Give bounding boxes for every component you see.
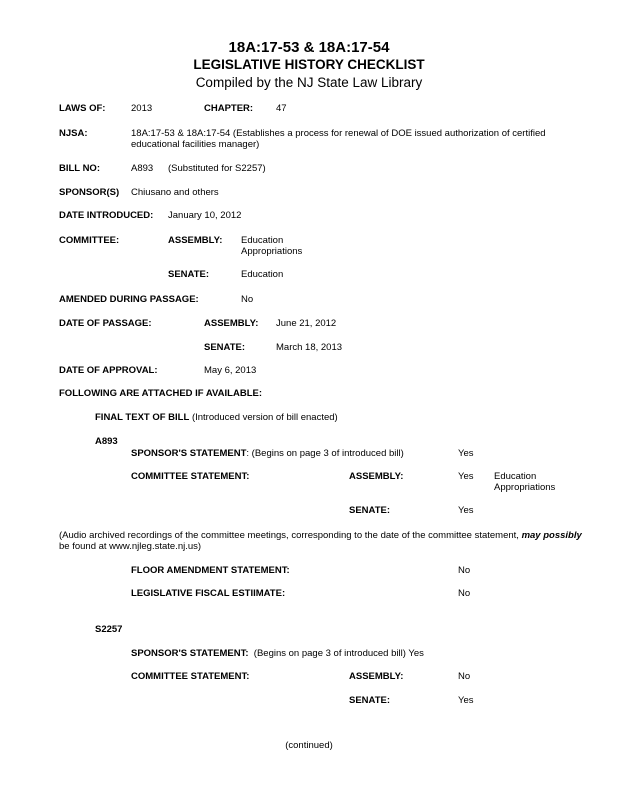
s2257-label: S2257 bbox=[95, 624, 123, 635]
a893-assembly-committee-2: Appropriations bbox=[494, 482, 556, 493]
s2257-sponsor-label: SPONSOR'S STATEMENT: bbox=[131, 648, 249, 659]
a893-senate-value: Yes bbox=[458, 505, 474, 516]
floor-amendment-label: FLOOR AMENDMENT STATEMENT: bbox=[131, 565, 290, 576]
page-subtitle: LEGISLATIVE HISTORY CHECKLIST bbox=[193, 57, 425, 72]
njsa-line2: educational facilities manager) bbox=[131, 139, 260, 150]
date-introduced-label: DATE INTRODUCED: bbox=[59, 210, 154, 221]
s2257-assembly-value: No bbox=[458, 671, 471, 682]
s2257-senate-label: SENATE: bbox=[349, 695, 390, 706]
passage-assembly-label: ASSEMBLY: bbox=[204, 318, 259, 329]
page-title: 18A:17-53 & 18A:17-54 bbox=[228, 39, 390, 56]
audio-note-emphasis: may possibly bbox=[521, 530, 582, 541]
a893-assembly-value: Yes bbox=[458, 471, 474, 482]
s2257-committee-label: COMMITTEE STATEMENT: bbox=[131, 671, 250, 682]
committee-assembly-label: ASSEMBLY: bbox=[168, 235, 223, 246]
date-of-approval-label: DATE OF APPROVAL: bbox=[59, 365, 158, 376]
passage-senate-value: March 18, 2013 bbox=[276, 342, 343, 353]
committee-label: COMMITTEE: bbox=[59, 235, 120, 246]
compiled-by: Compiled by the NJ State Law Library bbox=[195, 75, 423, 90]
bill-no-label: BILL NO: bbox=[59, 163, 100, 174]
amended-value: No bbox=[241, 294, 254, 305]
date-of-approval-value: May 6, 2013 bbox=[204, 365, 257, 376]
a893-sponsor-value: Yes bbox=[458, 448, 474, 459]
bill-no-note: (Substituted for S2257) bbox=[168, 163, 266, 174]
s2257-assembly-label: ASSEMBLY: bbox=[349, 671, 404, 682]
a893-sponsor-note: : (Begins on page 3 of introduced bill) bbox=[246, 448, 404, 459]
s2257-senate-value: Yes bbox=[458, 695, 474, 706]
a893-assembly-label: ASSEMBLY: bbox=[349, 471, 404, 482]
sponsors-label: SPONSOR(S) bbox=[59, 187, 120, 198]
fiscal-estimate-label: LEGISLATIVE FISCAL ESTIIMATE: bbox=[131, 588, 286, 599]
audio-note-line1 bbox=[59, 530, 582, 541]
following-heading: FOLLOWING ARE ATTACHED IF AVAILABLE: bbox=[59, 388, 262, 399]
a893-committee-label: COMMITTEE STATEMENT: bbox=[131, 471, 250, 482]
a893-assembly-committee-1: Education bbox=[494, 471, 537, 482]
audio-note-line2: be found at www.njleg.state.nj.us) bbox=[59, 541, 202, 552]
passage-assembly-value: June 21, 2012 bbox=[276, 318, 337, 329]
sponsors-value: Chiusano and others bbox=[131, 187, 219, 198]
laws-of-value: 2013 bbox=[131, 103, 153, 114]
fiscal-estimate-value: No bbox=[458, 588, 471, 599]
njsa-label: NJSA: bbox=[59, 128, 88, 139]
continued-note: (continued) bbox=[285, 740, 333, 751]
a893-sponsor-line bbox=[131, 448, 404, 459]
committee-assembly-1: Education bbox=[241, 235, 284, 246]
date-of-passage-label: DATE OF PASSAGE: bbox=[59, 318, 152, 329]
committee-senate-1: Education bbox=[241, 269, 284, 280]
committee-assembly-2: Appropriations bbox=[241, 246, 303, 257]
bill-no-value: A893 bbox=[131, 163, 154, 174]
a893-senate-label: SENATE: bbox=[349, 505, 390, 516]
floor-amendment-value: No bbox=[458, 565, 471, 576]
chapter-value: 47 bbox=[276, 103, 287, 114]
njsa-line1: 18A:17-53 & 18A:17-54 (Establishes a process for renewal of DOE issued authorization of certified bbox=[131, 128, 546, 139]
s2257-sponsor-note: (Begins on page 3 of introduced bill) bbox=[253, 648, 406, 659]
committee-senate-label: SENATE: bbox=[168, 269, 209, 280]
final-text-line bbox=[95, 412, 338, 423]
a893-label: A893 bbox=[95, 436, 118, 447]
date-introduced-value: January 10, 2012 bbox=[168, 210, 242, 221]
a893-sponsor-label: SPONSOR'S STATEMENT bbox=[131, 448, 247, 459]
final-text-note: (Introduced version of bill enacted) bbox=[191, 412, 338, 423]
s2257-sponsor-value: Yes bbox=[408, 648, 424, 659]
passage-senate-label: SENATE: bbox=[204, 342, 245, 353]
final-text-label: FINAL TEXT OF BILL bbox=[95, 412, 190, 423]
laws-of-label: LAWS OF: bbox=[59, 103, 106, 114]
chapter-label: CHAPTER: bbox=[204, 103, 254, 114]
amended-label: AMENDED DURING PASSAGE: bbox=[59, 294, 199, 305]
s2257-sponsor-line bbox=[131, 648, 424, 659]
audio-note-text: (Audio archived recordings of the committee meetings, corresponding to the date of the committee statement, bbox=[59, 530, 519, 541]
